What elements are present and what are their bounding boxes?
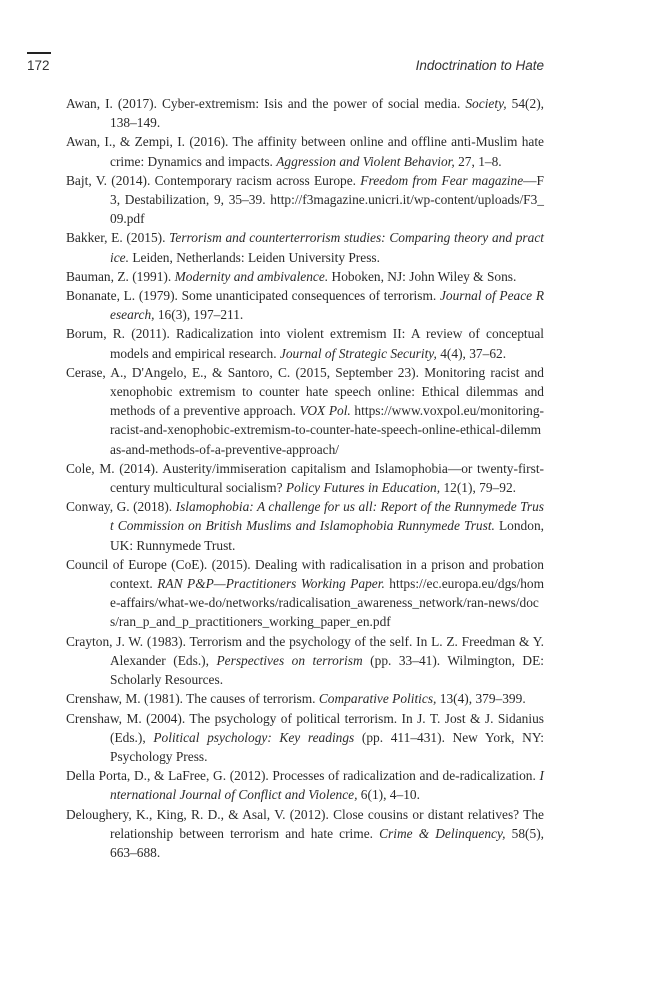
reference-entry	[66, 709, 544, 767]
reference-source-title: Political psychology: Key readings	[153, 729, 355, 745]
reference-entry	[66, 228, 544, 266]
reference-entry	[66, 171, 544, 229]
reference-text: Bauman, Z. (1991).	[66, 268, 175, 284]
reference-details: Leiden, Netherlands: Leiden University Press.	[128, 249, 380, 265]
reference-details: Hoboken, NJ: John Wiley & Sons.	[328, 268, 517, 284]
reference-text: Della Porta, D., & LaFree, G. (2012). Processes of radicalization and de-radicalization.	[66, 768, 540, 784]
reference-text: Crenshaw, M. (2004). The psychology of political terrorism. In J. T. Jost & J. Sidanius (Eds.),	[66, 710, 544, 745]
reference-source-title: Aggression and Violent Behavior,	[276, 153, 455, 169]
reference-source-title: Terrorism and counterterrorism studies: Comparing theory and practice.	[110, 230, 544, 265]
header-rule	[27, 52, 51, 54]
reference-source-title: Crime & Delinquency,	[379, 825, 506, 841]
reference-entry	[66, 459, 544, 497]
reference-details: 6(1), 4–10.	[357, 787, 420, 803]
reference-source-title: Journal of Strategic Security,	[279, 345, 437, 361]
reference-text: Cerase, A., D'Angelo, E., & Santoro, C. (2015, September 23). Monitoring racist and xenophobic extremism to counter hate speech online: Ethical dilemmas and methods of a preventive approach.	[66, 364, 544, 419]
reference-entry	[66, 286, 544, 324]
reference-text: Awan, I., & Zempi, I. (2016). The affinity between online and offline anti-Muslim hate crime: Dynamics and impacts.	[66, 134, 544, 169]
reference-entry	[66, 324, 544, 362]
reference-entry	[66, 94, 544, 132]
reference-entry	[66, 132, 544, 170]
reference-text: Bakker, E. (2015).	[66, 230, 170, 246]
reference-source-title: Perspectives on terrorism	[216, 652, 363, 668]
reference-source-title: Islamophobia: A challenge for us all: Report of the Runnymede Trust Commission on British Muslims and Islamophobia Runnymede Trust.	[110, 499, 545, 534]
reference-details: https://ec.europa.eu/dgs/home-affairs/what-we-do/networks/radicalisation_awareness_network/ran-news/docs/ran_p_and_p_practitioners_working_paper_en.pdf	[110, 576, 544, 630]
reference-details: —F3, Destabilization, 9, 35–39. http://f3magazine.unicri.it/wp-content/uploads/F3_09.pdf	[110, 172, 544, 227]
reference-details: 58(5), 663–688.	[110, 825, 545, 860]
page-number: 172	[27, 58, 50, 73]
reference-text: Bonanate, L. (1979). Some unanticipated consequences of terrorism.	[66, 288, 440, 304]
reference-source-title: Freedom from Fear magazine	[360, 172, 524, 188]
reference-entry	[66, 689, 544, 708]
reference-text: Cole, M. (2014). Austerity/immiseration capitalism and Islamophobia—or twenty-first-century multicultural socialism?	[66, 460, 544, 496]
reference-details: 27, 1–8.	[454, 153, 502, 169]
reference-source-title: Policy Futures in Education,	[285, 480, 441, 496]
reference-source-title: Journal of Peace Research,	[110, 288, 544, 323]
reference-details: (pp. 33–41). Wilmington, DE: Scholarly Resources.	[110, 652, 545, 688]
reference-source-title: Comparative Politics,	[318, 691, 437, 707]
reference-source-title: Modernity and ambivalence.	[174, 268, 329, 284]
reference-details: 4(4), 37–62.	[436, 345, 507, 361]
reference-entry	[66, 267, 544, 286]
reference-text: Crayton, J. W. (1983). Terrorism and the psychology of the self. In L. Z. Freedman & Y. Alexander (Eds.),	[66, 633, 544, 668]
reference-details: London, UK: Runnymede Trust.	[110, 518, 544, 553]
reference-details: 13(4), 379–399.	[436, 691, 526, 707]
running-head: Indoctrination to Hate	[415, 58, 544, 73]
reference-text: Council of Europe (CoE). (2015). Dealing with radicalisation in a prison and probation context.	[66, 556, 544, 592]
reference-text: Borum, R. (2011). Radicalization into violent extremism II: A review of conceptual models and empirical research.	[66, 326, 544, 361]
reference-entry	[66, 497, 544, 555]
reference-source-title: RAN P&P—Practitioners Working Paper.	[157, 576, 385, 592]
reference-text: Conway, G. (2018).	[66, 499, 176, 515]
reference-entry	[66, 805, 544, 863]
reference-text: Bajt, V. (2014). Contemporary racism across Europe.	[66, 172, 361, 188]
reference-source-title: VOX Pol.	[299, 403, 351, 419]
reference-entry	[66, 555, 544, 632]
reference-entry	[66, 632, 544, 690]
reference-details: https://www.voxpol.eu/monitoring-racist-and-xenophobic-extremism-to-counter-hate-speech-online-ethical-dilemmas-and-methods-of-a-preventive-approach/	[110, 403, 544, 457]
reference-text: Crenshaw, M. (1981). The causes of terrorism.	[66, 691, 319, 707]
reference-details: 12(1), 79–92.	[440, 480, 516, 496]
reference-text: Awan, I. (2017). Cyber-extremism: Isis and the power of social media.	[66, 96, 466, 111]
reference-source-title: Society,	[465, 96, 507, 111]
reference-list	[66, 94, 544, 862]
reference-details: (pp. 411–431). New York, NY: Psychology Press.	[110, 729, 544, 764]
reference-source-title: International Journal of Conflict and Violence,	[110, 768, 544, 803]
reference-details: 54(2), 138–149.	[110, 96, 544, 131]
reference-text: Deloughery, K., King, R. D., & Asal, V. (2012). Close cousins or distant relatives? The relationship between terrorism and hate crime.	[66, 806, 544, 841]
reference-details: 16(3), 197–211.	[154, 307, 244, 323]
reference-entry	[66, 363, 544, 459]
reference-entry	[66, 766, 544, 804]
